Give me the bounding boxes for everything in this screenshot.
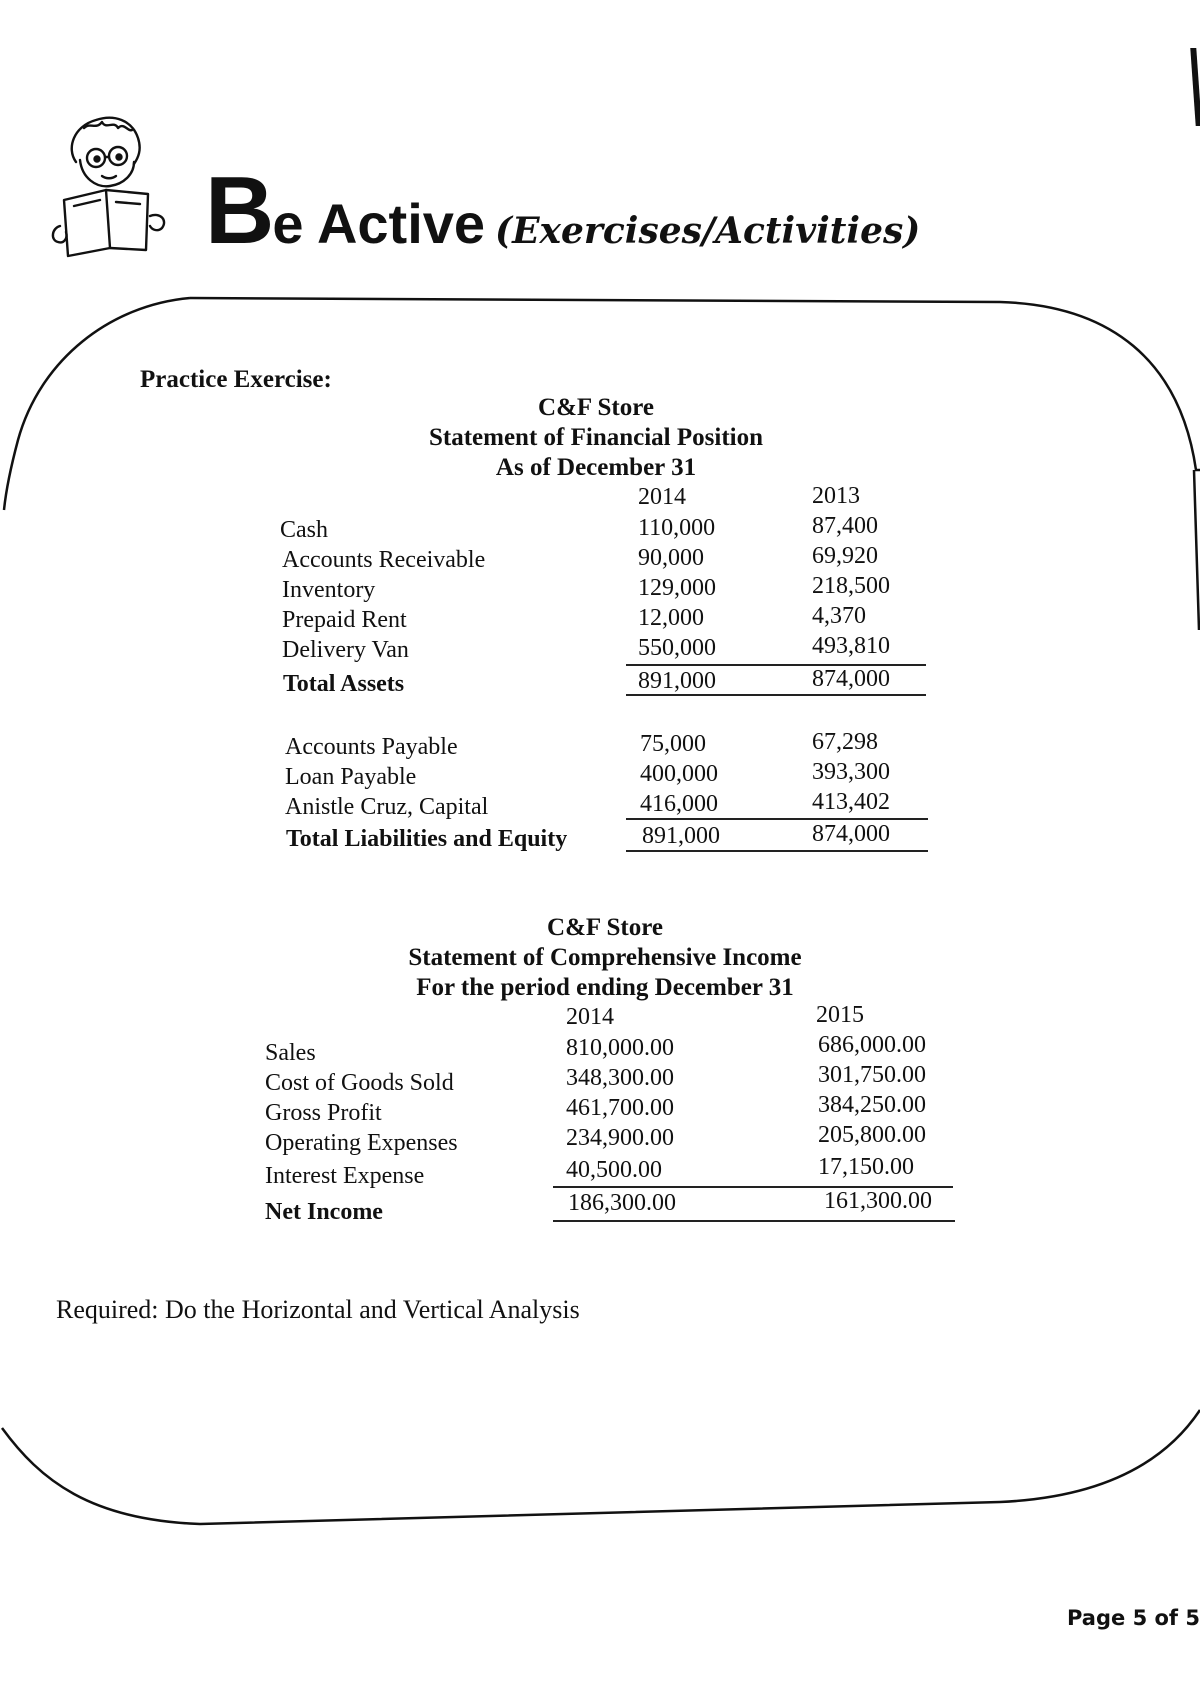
sfp-row-value: 218,500 [812, 573, 890, 599]
sfp-row-value: 12,000 [638, 605, 704, 631]
sfp-row-label: Delivery Van [282, 637, 409, 663]
sfp-row-value: 90,000 [638, 545, 704, 571]
total-rule [626, 850, 928, 852]
sci-company: C&F Store [547, 914, 663, 941]
sfp-row-value: 67,298 [812, 729, 878, 755]
sfp-row-value: 416,000 [640, 791, 718, 817]
sci-net-income-value: 186,300.00 [568, 1190, 676, 1216]
page-current: 5 [1132, 1606, 1148, 1630]
sci-row-value: 40,500.00 [566, 1157, 662, 1183]
sci-row-label: Sales [265, 1040, 316, 1066]
sfp-total-assets-value: 874,000 [812, 666, 890, 692]
sfp-row-label: Cash [280, 517, 328, 543]
sfp-row-value: 110,000 [638, 515, 716, 541]
header-subtitle: (Exercises/Activities) [495, 210, 921, 252]
sfp-row-value: 4,370 [812, 603, 866, 629]
sfp-row-value: 69,920 [812, 543, 878, 569]
sci-row-value: 205,800.00 [818, 1122, 926, 1148]
sci-net-income-value: 161,300.00 [824, 1188, 932, 1214]
sci-row-value: 384,250.00 [818, 1092, 926, 1118]
page-number [1067, 1606, 1200, 1630]
sfp-row-label: Prepaid Rent [282, 607, 407, 633]
sfp-total-liabilities-label: Total Liabilities and Equity [286, 826, 568, 852]
sfp-row-label: Loan Payable [285, 764, 417, 790]
sfp-period: As of December 31 [495, 454, 697, 481]
sci-year-col1: 2014 [566, 1004, 614, 1030]
sfp-row-label: Anistle Cruz, Capital [285, 794, 489, 820]
sci-period: For the period ending December 31 [416, 974, 794, 1001]
sfp-title: Statement of Financial Position [428, 424, 763, 451]
sfp-year-col1: 2014 [638, 484, 686, 510]
sci-row-label: Operating Expenses [265, 1130, 458, 1156]
sfp-total-liabilities-value: 874,000 [812, 821, 890, 847]
practice-exercise-label: Practice Exercise: [140, 366, 332, 393]
sfp-row-value: 400,000 [640, 761, 718, 787]
sci-row-label: Cost of Goods Sold [265, 1070, 454, 1096]
required-instruction: Required: Do the Horizontal and Vertical Analysis [56, 1295, 580, 1324]
sfp-company: C&F Store [538, 394, 654, 421]
sfp-row-value: 393,300 [812, 759, 890, 785]
total-rule [626, 694, 926, 696]
header-initial: B [205, 157, 273, 264]
sfp-row-label: Accounts Payable [285, 734, 458, 760]
sci-row-value: 234,900.00 [566, 1125, 674, 1151]
sci-row-label: Interest Expense [265, 1163, 425, 1189]
sfp-total-assets-value: 891,000 [638, 668, 716, 694]
sfp-row-value: 129,000 [638, 575, 716, 601]
header-title: e Active [272, 192, 486, 255]
sci-row-value: 686,000.00 [818, 1032, 926, 1058]
sci-year-col2: 2015 [816, 1002, 864, 1028]
page-suffix: of 5 [1147, 1606, 1200, 1630]
reading-child-icon [44, 108, 174, 258]
sci-row-value: 461,700.00 [566, 1095, 674, 1121]
sfp-row-label: Inventory [282, 577, 376, 603]
page-prefix: Page [1066, 1606, 1133, 1630]
total-rule [553, 1220, 955, 1222]
sfp-total-assets-label: Total Assets [283, 671, 405, 697]
scan-edge-mark [1190, 48, 1200, 126]
sci-row-value: 348,300.00 [566, 1065, 674, 1091]
sfp-row-value: 75,000 [640, 731, 706, 757]
sfp-row-value: 413,402 [812, 789, 890, 815]
sfp-total-liabilities-value: 891,000 [642, 823, 720, 849]
section-header [205, 157, 921, 264]
sci-row-value: 810,000.00 [566, 1035, 674, 1061]
sci-row-value: 301,750.00 [818, 1062, 926, 1088]
sfp-row-label: Accounts Receivable [282, 547, 486, 573]
sfp-row-value: 87,400 [812, 513, 878, 539]
sci-title: Statement of Comprehensive Income [408, 944, 802, 971]
sfp-year-col2: 2013 [812, 483, 860, 509]
sci-row-label: Gross Profit [265, 1100, 382, 1126]
sci-net-income-label: Net Income [265, 1199, 383, 1225]
sci-row-value: 17,150.00 [818, 1154, 914, 1180]
sfp-row-value: 550,000 [638, 635, 716, 661]
sfp-row-value: 493,810 [812, 633, 890, 659]
